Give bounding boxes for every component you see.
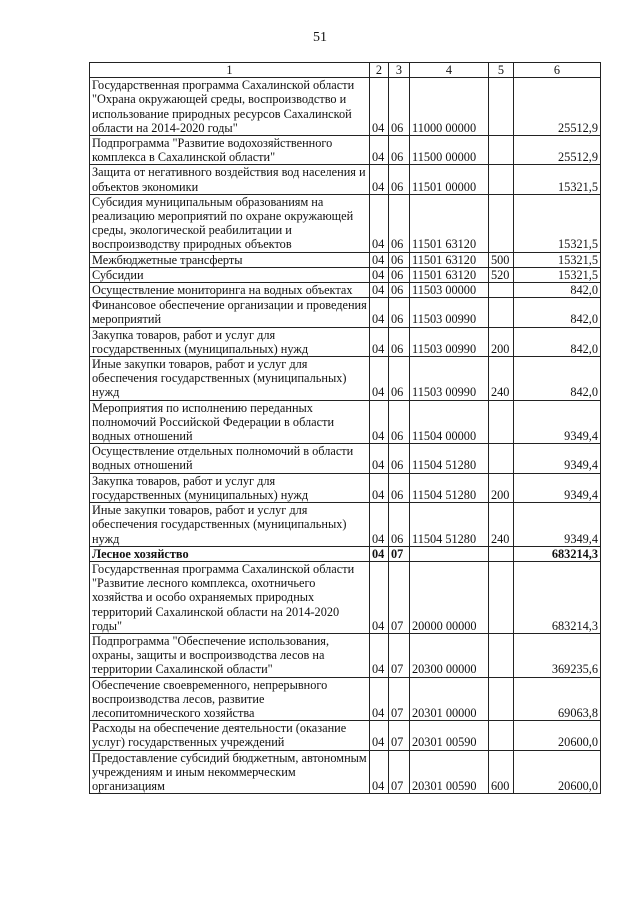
section-code-cell: 04 [370, 267, 389, 282]
section-code-cell: 04 [370, 750, 389, 794]
subsection-code-cell: 06 [389, 503, 410, 547]
section-code-cell: 04 [370, 721, 389, 750]
target-article-cell: 11503 00000 [410, 283, 489, 298]
section-code-cell: 04 [370, 252, 389, 267]
amount-cell: 20600,0 [514, 721, 601, 750]
section-code-cell: 04 [370, 503, 389, 547]
amount-cell: 15321,5 [514, 252, 601, 267]
expense-type-cell [489, 136, 514, 165]
target-article-cell: 11500 00000 [410, 136, 489, 165]
subsection-code-cell: 06 [389, 194, 410, 252]
subsection-code-cell: 06 [389, 298, 410, 327]
target-article-cell [410, 546, 489, 561]
row-name-cell: Подпрограмма "Обеспечение использования, охраны, защиты и воспроизводства лесов на территории Сахалинской области" [90, 633, 370, 677]
column-header: 4 [410, 63, 489, 78]
section-code-cell: 04 [370, 546, 389, 561]
subsection-code-cell: 07 [389, 721, 410, 750]
table-header-row [90, 63, 601, 78]
amount-cell: 369235,6 [514, 633, 601, 677]
subsection-code-cell: 07 [389, 677, 410, 721]
expense-type-cell [489, 400, 514, 444]
amount-cell: 25512,9 [514, 78, 601, 136]
expense-type-cell [489, 165, 514, 194]
amount-cell: 683214,3 [514, 546, 601, 561]
target-article-cell: 11501 63120 [410, 194, 489, 252]
target-article-cell: 11501 63120 [410, 267, 489, 282]
table-row [90, 136, 601, 165]
subsection-code-cell: 06 [389, 252, 410, 267]
row-name-cell: Подпрограмма "Развитие водохозяйственного комплекса в Сахалинской области" [90, 136, 370, 165]
table-row [90, 677, 601, 721]
target-article-cell: 11504 51280 [410, 473, 489, 502]
section-code-cell: 04 [370, 473, 389, 502]
section-code-cell: 04 [370, 194, 389, 252]
subsection-code-cell: 06 [389, 444, 410, 473]
table-row [90, 750, 601, 794]
table-row [90, 473, 601, 502]
expense-type-cell [489, 561, 514, 633]
subsection-code-cell: 06 [389, 283, 410, 298]
expense-type-cell: 500 [489, 252, 514, 267]
column-header: 5 [489, 63, 514, 78]
section-code-cell: 04 [370, 561, 389, 633]
section-code-cell: 04 [370, 677, 389, 721]
row-name-cell: Иные закупки товаров, работ и услуг для обеспечения государственных (муниципальных) нужд [90, 503, 370, 547]
expense-type-cell: 520 [489, 267, 514, 282]
column-header: 1 [90, 63, 370, 78]
row-name-cell: Предоставление субсидий бюджетным, автономным учреждениям и иным некоммерческим организациям [90, 750, 370, 794]
amount-cell: 15321,5 [514, 267, 601, 282]
subsection-code-cell: 06 [389, 165, 410, 194]
section-code-cell: 04 [370, 444, 389, 473]
expense-type-cell: 600 [489, 750, 514, 794]
row-name-cell: Финансовое обеспечение организации и проведения мероприятий [90, 298, 370, 327]
expense-type-cell [489, 677, 514, 721]
budget-table [89, 62, 601, 794]
subsection-code-cell: 07 [389, 546, 410, 561]
row-name-cell: Осуществление отдельных полномочий в области водных отношений [90, 444, 370, 473]
target-article-cell: 11504 00000 [410, 400, 489, 444]
amount-cell: 842,0 [514, 357, 601, 401]
table-row [90, 400, 601, 444]
target-article-cell: 20300 00000 [410, 633, 489, 677]
subsection-code-cell: 07 [389, 750, 410, 794]
amount-cell: 9349,4 [514, 503, 601, 547]
row-name-cell: Расходы на обеспечение деятельности (оказание услуг) государственных учреждений [90, 721, 370, 750]
table-row [90, 194, 601, 252]
page-number: 51 [313, 30, 327, 45]
amount-cell: 842,0 [514, 327, 601, 356]
amount-cell: 842,0 [514, 298, 601, 327]
subsection-code-cell: 06 [389, 357, 410, 401]
expense-type-cell: 240 [489, 503, 514, 547]
table-body [90, 78, 601, 794]
expense-type-cell [489, 546, 514, 561]
row-name-cell: Закупка товаров, работ и услуг для государственных (муниципальных) нужд [90, 327, 370, 356]
section-code-cell: 04 [370, 327, 389, 356]
row-name-cell: Субсидии [90, 267, 370, 282]
section-code-cell: 04 [370, 298, 389, 327]
table-row [90, 78, 601, 136]
target-article-cell: 11504 51280 [410, 444, 489, 473]
section-code-cell: 04 [370, 633, 389, 677]
expense-type-cell [489, 78, 514, 136]
table-row [90, 298, 601, 327]
amount-cell: 683214,3 [514, 561, 601, 633]
subsection-code-cell: 06 [389, 267, 410, 282]
amount-cell: 15321,5 [514, 194, 601, 252]
subsection-code-cell: 06 [389, 327, 410, 356]
amount-cell: 9349,4 [514, 473, 601, 502]
row-name-cell: Мероприятия по исполнению переданных полномочий Российской Федерации в области водных отношений [90, 400, 370, 444]
row-name-cell: Защита от негативного воздействия вод населения и объектов экономики [90, 165, 370, 194]
target-article-cell: 11504 51280 [410, 503, 489, 547]
expense-type-cell [489, 283, 514, 298]
target-article-cell: 20301 00590 [410, 721, 489, 750]
target-article-cell: 20301 00590 [410, 750, 489, 794]
section-code-cell: 04 [370, 400, 389, 444]
column-header: 3 [389, 63, 410, 78]
row-name-cell: Иные закупки товаров, работ и услуг для обеспечения государственных (муниципальных) нужд [90, 357, 370, 401]
amount-cell: 20600,0 [514, 750, 601, 794]
amount-cell: 842,0 [514, 283, 601, 298]
table-row [90, 252, 601, 267]
table-row [90, 546, 601, 561]
row-name-cell: Государственная программа Сахалинской области "Охрана окружающей среды, воспроизводство и использование природных ресурсов Сахалинской области на 2014-2020 годы" [90, 78, 370, 136]
section-code-cell: 04 [370, 136, 389, 165]
column-header: 2 [370, 63, 389, 78]
table-row [90, 283, 601, 298]
table-row [90, 503, 601, 547]
subsection-code-cell: 06 [389, 473, 410, 502]
table-row [90, 561, 601, 633]
row-name-cell: Обеспечение своевременного, непрерывного воспроизводства лесов, развитие лесопитомнического хозяйства [90, 677, 370, 721]
row-name-cell: Государственная программа Сахалинской области "Развитие лесного комплекса, охотничьего хозяйства и особо охраняемых природных территорий Сахалинской области на 2014-2020 годы" [90, 561, 370, 633]
row-name-cell: Межбюджетные трансферты [90, 252, 370, 267]
subsection-code-cell: 06 [389, 136, 410, 165]
expense-type-cell: 200 [489, 473, 514, 502]
table-row [90, 165, 601, 194]
target-article-cell: 11501 00000 [410, 165, 489, 194]
subsection-code-cell: 06 [389, 78, 410, 136]
target-article-cell: 11000 00000 [410, 78, 489, 136]
target-article-cell: 11503 00990 [410, 298, 489, 327]
table-row [90, 633, 601, 677]
target-article-cell: 11503 00990 [410, 327, 489, 356]
section-code-cell: 04 [370, 283, 389, 298]
subsection-code-cell: 07 [389, 633, 410, 677]
target-article-cell: 20301 00000 [410, 677, 489, 721]
section-code-cell: 04 [370, 78, 389, 136]
expense-type-cell [489, 633, 514, 677]
expense-type-cell: 240 [489, 357, 514, 401]
target-article-cell: 11503 00990 [410, 357, 489, 401]
table-row [90, 357, 601, 401]
row-name-cell: Субсидия муниципальным образованиям на реализацию мероприятий по охране окружающей среды, экологической реабилитации и воспроизводству природных объектов [90, 194, 370, 252]
table-row [90, 444, 601, 473]
subsection-code-cell: 07 [389, 561, 410, 633]
expense-type-cell [489, 444, 514, 473]
amount-cell: 69063,8 [514, 677, 601, 721]
expense-type-cell [489, 194, 514, 252]
target-article-cell: 11501 63120 [410, 252, 489, 267]
amount-cell: 9349,4 [514, 400, 601, 444]
target-article-cell: 20000 00000 [410, 561, 489, 633]
row-name-cell: Осуществление мониторинга на водных объектах [90, 283, 370, 298]
subsection-code-cell: 06 [389, 400, 410, 444]
column-header: 6 [514, 63, 601, 78]
amount-cell: 15321,5 [514, 165, 601, 194]
amount-cell: 25512,9 [514, 136, 601, 165]
table-row [90, 721, 601, 750]
amount-cell: 9349,4 [514, 444, 601, 473]
row-name-cell: Лесное хозяйство [90, 546, 370, 561]
table-row [90, 327, 601, 356]
expense-type-cell: 200 [489, 327, 514, 356]
section-code-cell: 04 [370, 165, 389, 194]
table-row [90, 267, 601, 282]
expense-type-cell [489, 298, 514, 327]
row-name-cell: Закупка товаров, работ и услуг для государственных (муниципальных) нужд [90, 473, 370, 502]
expense-type-cell [489, 721, 514, 750]
section-code-cell: 04 [370, 357, 389, 401]
